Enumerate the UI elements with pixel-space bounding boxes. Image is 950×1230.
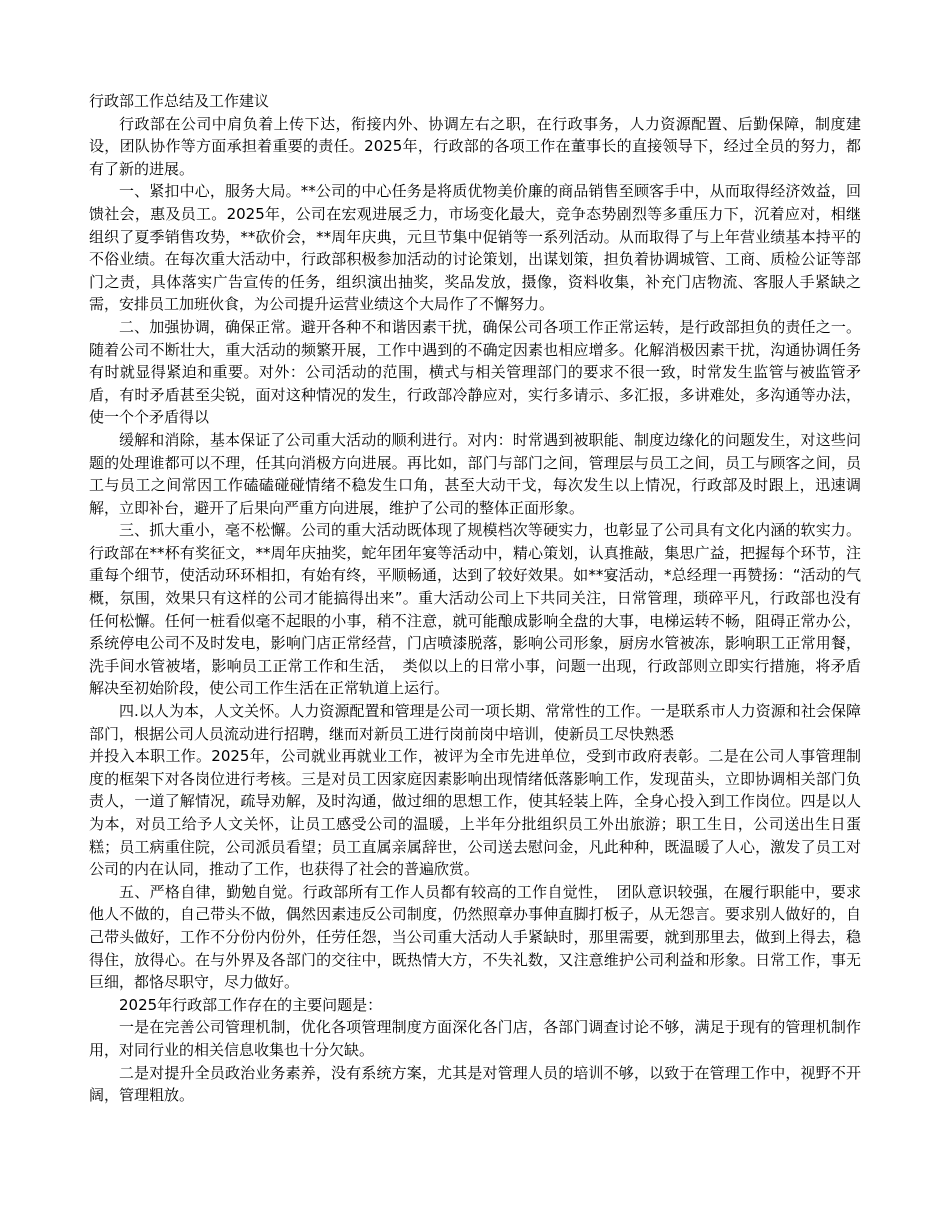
document-title: 行政部工作总结及工作建议: [89, 92, 270, 110]
paragraph-section-4: 四.以人为本，人文关怀。人力资源配置和管理是公司一项长期、常常性的工作。一是联系市人力资源和社会保障部门，根据公司人员流动进行招聘，继而对新员工进行岗前岗中培训，使新员工尽快熟悉: [89, 702, 861, 743]
paragraph-section-2: 二、加强协调，确保正常。避开各种不和谐因素干扰，确保公司各项工作正常运转，是行政部担负的责任之一。随着公司不断壮大，重大活动的频繁开展，工作中遇到的不确定因素也相应增多。化解消极因素干扰，沟通协调任务有时就显得紧迫和重要。对外：公司活动的范围，横式与相关管理部门的要求不很一致，时常发生监管与被监管矛盾，有时矛盾甚至尖锐，面对这种情况的发生，行政部冷静应对，实行多请示、多汇报，多讲难处，多沟通等办法，使一个个矛盾得以: [89, 317, 861, 427]
paragraph-section-1: 一、紧扣中心，服务大局。**公司的中心任务是将质优物美价廉的商品销售至顾客手中，从而取得经济效益，回馈社会，惠及员工。2025年，公司在宏观进展乏力，市场变化最大，竞争态势剧烈等多重压力下，沉着应对，相继组织了夏季销售攻势，**砍价会，**周年庆典，元旦节集中促销等一系列活动。从而取得了与上年营业绩基本持平的不俗业绩。在每次重大活动中，行政部积极参加活动的讨论策划，出谋划策，担负着协调城管、工商、质检公证等部门之责，具体落实广告宣传的任务，组织演出抽奖，奖品发放，摄像，资料收集，补充门店物流、客服人手紧缺之需，安排员工加班伙食，为公司提升运营业绩这个大局作了不懈努力。: [89, 182, 861, 314]
paragraph-section-5: 五、严格自律，勤勉自觉。行政部所有工作人员都有较高的工作自觉性， 团队意识较强，在履行职能中，要求他人不做的，自己带头不做，偶然因素违反公司制度，仍然照章办事伸直脚打板子，从无怨言。要求别人做好的，自己带头做好，工作不分份内份外，任劳任怨，当公司重大活动人手紧缺时，那里需要，就到那里去，做到上得去，稳得住，放得心。在与外界及各部门的交往中，既热情大方，不失礼数，又注意维护公司利益和形象。日常工作，事无巨细，都恪尽职守，尽力做好。: [89, 882, 861, 992]
paragraph-problem-2: 二是对提升全员政治业务素养，没有系统方案，尤其是对管理人员的培训不够，以致于在管理工作中，视野不开阔，管理粗放。: [89, 1063, 861, 1105]
paragraph-problems-heading: 2025年行政部工作存在的主要问题是：: [119, 995, 383, 1014]
paragraph-section-3: 三、抓大重小，毫不松懈。公司的重大活动既体现了规模档次等硬实力，也彰显了公司具有文化内涵的软实力。行政部在**杯有奖征文，**周年庆抽奖，蛇年团年宴等活动中，精心策划，认真推敲，集思广益，把握每个环节，注重每个细节，使活动环环相扣，有始有终，平顺畅通，达到了较好效果。如**宴活动，*总经理一再赞扬：“活动的气概，氛围，效果只有这样的公司才能搞得出来”。重大活动公司上下共同关注，日常管理，琐碎平凡，行政部也没有任何松懈。任何一桩看似毫不起眼的小事，稍不注意，就可能酿成影响全盘的大事，电梯运转不畅，阻碍正常办公，系统停电公司不及时发电，影响门店正常经营，门店喷漆脱落，影响公司形象，厨房水管被冻，影响职工正常用餐，洗手间水管被堵，影响员工正常工作和生活， 类似以上的日常小事，问题一出现，行政部则立即实行措施，将矛盾解决至初始阶段，使公司工作生活在正常轨道上运行。: [89, 521, 861, 698]
paragraph-section-4-cont: 并投入本职工作。2025年，公司就业再就业工作，被评为全市先进单位，受到市政府表彰。二是在公司人事管理制度的框架下对各岗位进行考核。三是对员工因家庭因素影响出现情绪低落影响工作，发现苗头，立即协调相关部门负责人，一道了解情况，疏导劝解，及时沟通，做过细的思想工作，使其轻装上阵，全身心投入到工作岗位。四是以人为本，对员工给予人文关怀，让员工感受公司的温暖，上半年分批组织员工外出旅游；职工生日，公司送出生日蛋糕；员工病重住院，公司派员看望；员工直属亲属辞世，公司送去慰问金，凡此种种，既温暖了人心，激发了员工对公司的内在认同，推动了工作，也获得了社会的普遍欣赏。: [89, 747, 861, 879]
paragraph-problem-1: 一是在完善公司管理机制，优化各项管理制度方面深化各门店，各部门调查讨论不够，满足于现有的管理机制作用，对同行业的相关信息收集也十分欠缺。: [89, 1018, 861, 1059]
paragraph-intro: 行政部在公司中肩负着上传下达，衔接内外、协调左右之职，在行政事务，人力资源配置、后勤保障，制度建设，团队协作等方面承担着重要的责任。2025年，行政部的各项工作在董事长的直接领导下，经过全员的努力，都有了新的进展。: [89, 114, 861, 178]
paragraph-section-2-cont: 缓解和消除，基本保证了公司重大活动的顺利进行。对内：时常遇到被职能、制度边缘化的问题发生，对这些问题的处理谁都可以不理，任其向消极方向进展。再比如，部门与部门之间，管理层与员工之间，员工与顾客之间，员工与员工之间常因工作磕磕碰碰情绪不稳发生口角，甚至大动干戈，每次发生以上情况，行政部及时跟上，迅速调解，立即补台，避开了后果向严重方向进展，维护了公司的整体正面形象。: [89, 430, 861, 517]
document-body: [89, 90, 861, 1107]
